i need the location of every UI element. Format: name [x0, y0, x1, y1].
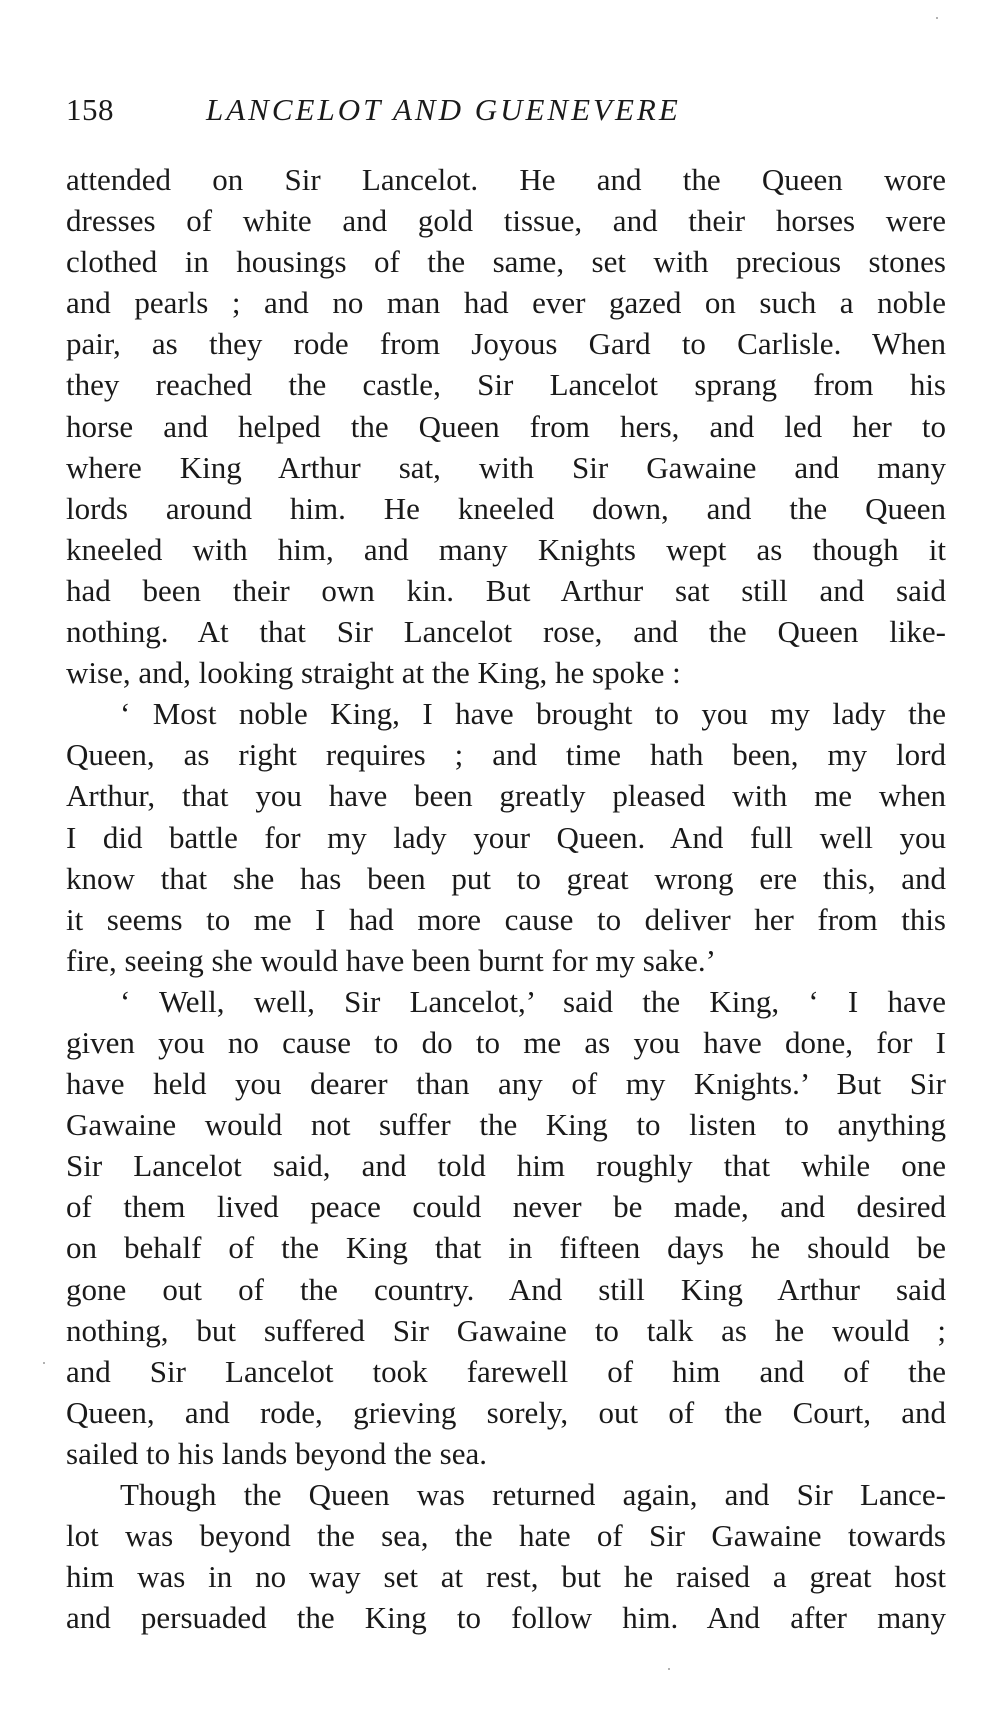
running-head [66, 88, 946, 132]
text-line: of them lived peace could never be made, and desired [66, 1189, 946, 1225]
paragraph-4 [66, 1474, 946, 1638]
scan-speck [43, 1362, 45, 1364]
text-line: ‘ Well, well, Sir Lancelot,’ said the King, ‘ I have [120, 983, 946, 1019]
text-line: and pearls ; and no man had ever gazed on such a noble [66, 285, 946, 321]
page-number: 158 [66, 92, 114, 127]
text-line: Queen, and rode, grieving sorely, out of the Court, and [66, 1394, 946, 1430]
text-line: pair, as they rode from Joyous Gard to Carlisle. When [66, 326, 946, 362]
text-line: had been their own kin. But Arthur sat still and said [66, 572, 946, 608]
text-line: him was in no way set at rest, but he raised a great host [66, 1559, 946, 1595]
text-line: dresses of white and gold tissue, and their horses were [66, 203, 946, 239]
text-line: it seems to me I had more cause to deliver her from this [66, 901, 946, 937]
text-line: have held you dearer than any of my Knights.’ But Sir [66, 1066, 946, 1102]
text-line: they reached the castle, Sir Lancelot sprang from his [66, 367, 946, 403]
text-line: nothing. At that Sir Lancelot rose, and the Queen like- [66, 614, 946, 650]
text-line: kneeled with him, and many Knights wept as though it [66, 531, 946, 567]
text-line: Arthur, that you have been greatly pleased with me when [66, 778, 946, 814]
paragraph-1 [66, 159, 946, 693]
text-line: ‘ Most noble King, I have brought to you my lady the [120, 696, 946, 732]
text-line: and persuaded the King to follow him. And after many [66, 1600, 946, 1636]
text-line: Gawaine would not suffer the King to listen to anything [66, 1107, 946, 1143]
text-line: clothed in housings of the same, set with precious stones [66, 244, 946, 280]
text-line: gone out of the country. And still King Arthur said [66, 1271, 946, 1307]
scan-speck [668, 1668, 670, 1670]
text-line: lot was beyond the sea, the hate of Sir Gawaine towards [66, 1518, 946, 1554]
running-title: LANCELOT AND GUENEVERE [206, 92, 681, 127]
text-line: and Sir Lancelot took farewell of him and of the [66, 1353, 946, 1389]
paragraph-3 [66, 981, 946, 1474]
text-line: where King Arthur sat, with Sir Gawaine and many [66, 449, 946, 485]
text-line: know that she has been put to great wrong ere this, and [66, 860, 946, 896]
text-line: sailed to his lands beyond the sea. [66, 1435, 487, 1471]
body-text [66, 159, 946, 1638]
text-line: lords around him. He kneeled down, and the Queen [66, 490, 946, 526]
text-line: fire, seeing she would have been burnt for my sake.’ [66, 942, 716, 978]
scan-speck [936, 17, 938, 19]
text-line: horse and helped the Queen from hers, and led her to [66, 408, 946, 444]
text-line: Queen, as right requires ; and time hath been, my lord [66, 737, 946, 773]
text-line: Though the Queen was returned again, and Sir Lance- [120, 1477, 946, 1512]
paragraph-2 [66, 693, 946, 981]
text-line: nothing, but suffered Sir Gawaine to talk as he would ; [66, 1312, 946, 1348]
text-line: Sir Lancelot said, and told him roughly that while one [66, 1148, 946, 1184]
text-line: I did battle for my lady your Queen. And full well you [66, 819, 946, 855]
text-line: on behalf of the King that in fifteen days he should be [66, 1230, 946, 1266]
text-line: attended on Sir Lancelot. He and the Queen wore [66, 162, 946, 197]
text-line: wise, and, looking straight at the King, he spoke : [66, 655, 681, 691]
text-line: given you no cause to do to me as you have done, for I [66, 1024, 946, 1060]
